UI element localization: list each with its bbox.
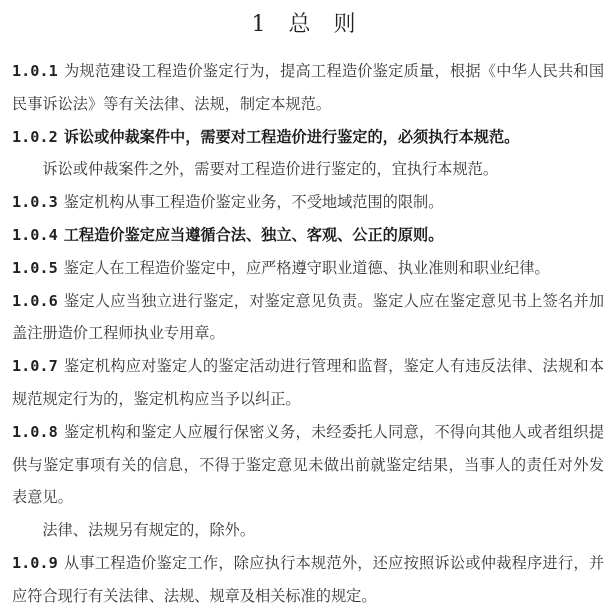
clause-text: 从事工程造价鉴定工作，除应执行本规范外，还应按照诉讼或仲裁程序进行，并应符合现行有关法律、法规、规章及相关标准的规定。 xyxy=(12,553,604,605)
clause-text: 法律、法规另有规定的，除外。 xyxy=(42,521,256,540)
clause-text: 鉴定机构应对鉴定人的鉴定活动进行管理和监督，鉴定人有违反法律、法规和本规范规定行为的，鉴定机构应当予以纠正。 xyxy=(12,357,604,408)
clause-1-0-3 xyxy=(12,186,604,219)
clause-1-0-5 xyxy=(12,252,604,285)
clause-1-0-2 xyxy=(12,121,604,154)
chapter-title: 1 总 则 xyxy=(251,12,364,37)
clause-1-0-9 xyxy=(12,547,604,613)
clause-1-0-2-supplement xyxy=(12,153,604,186)
clause-number: 1.0.7 xyxy=(12,357,58,376)
clause-1-0-6 xyxy=(12,285,604,351)
clause-text: 诉讼或仲裁案件中，需要对工程造价进行鉴定的，必须执行本规范。 xyxy=(63,127,520,146)
clause-number: 1.0.9 xyxy=(12,553,58,572)
clause-text: 为规范建设工程造价鉴定行为，提高工程造价鉴定质量，根据《中华人民共和国民事诉讼法》等有关法律、法规，制定本规范。 xyxy=(12,62,604,113)
clause-text: 鉴定机构和鉴定人应履行保密义务，未经委托人同意，不得向其他人或者组织提供与鉴定事项有关的信息，不得于鉴定意见未做出前就鉴定结果，当事人的责任对外发表意见。 xyxy=(12,422,604,507)
clause-text: 诉讼或仲裁案件之外，需要对工程造价进行鉴定的，宜执行本规范。 xyxy=(42,160,499,179)
clause-number: 1.0.1 xyxy=(12,62,58,80)
clause-text: 鉴定人应当独立进行鉴定，对鉴定意见负责。鉴定人应在鉴定意见书上签名并加盖注册造价工程师执业专用章。 xyxy=(12,291,604,343)
clause-1-0-7 xyxy=(12,350,604,416)
clause-number: 1.0.3 xyxy=(12,193,58,212)
clause-text: 鉴定人在工程造价鉴定中，应严格遵守职业道德、执业准则和职业纪律。 xyxy=(63,258,550,277)
clause-text: 鉴定机构从事工程造价鉴定业务，不受地域范围的限制。 xyxy=(63,193,444,212)
clause-1-0-4 xyxy=(12,219,604,252)
clause-number: 1.0.5 xyxy=(12,258,58,277)
clause-1-0-8 xyxy=(12,416,604,514)
clause-text: 工程造价鉴定应当遵循合法、独立、客观、公正的原则。 xyxy=(63,225,444,244)
clause-number: 1.0.2 xyxy=(12,127,58,146)
clause-1-0-8-supplement xyxy=(12,514,604,547)
clause-number: 1.0.8 xyxy=(12,422,58,441)
clause-number: 1.0.4 xyxy=(12,225,58,244)
clause-1-0-1 xyxy=(12,55,604,121)
clause-number: 1.0.6 xyxy=(12,291,58,310)
document-body xyxy=(12,55,604,613)
